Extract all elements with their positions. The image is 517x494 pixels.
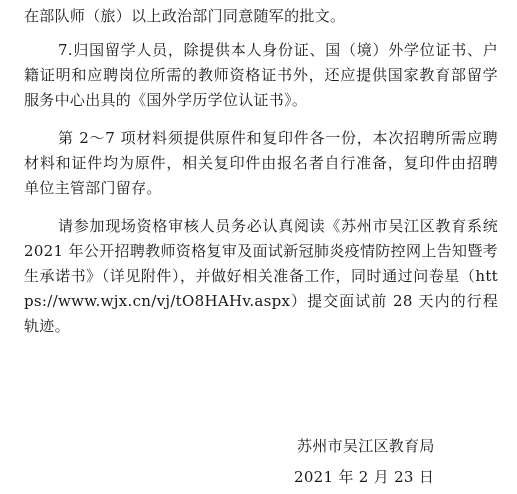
paragraph-materials-originals: 第 2～7 项材料须提供原件和复印件各一份，本次招聘所需应聘材料和证件均为原件，相关复印件由报名者自行准备，复印件由招聘单位主管部门留存。 [24,129,498,197]
signature-date: 2021 年 2 月 23 日 [294,468,435,486]
paragraph-notice-survey: 请参加现场资格审核人员务必认真阅读《苏州市吴江区教育系统 2021 年公开招聘教师资格复审及面试新冠肺炎疫情防控网上告知暨考生承诺书》（详见附件），并做好相关准备工作，同时通过问卷星（https://www.wjx.cn/vj/tO8HAHv.aspx）提交面试前 28 天内的行程轨迹。 [24,217,498,335]
signature-organization: 苏州市吴江区教育局 [297,437,435,455]
paragraph-military-approval: 在部队师（旅）以上政治部门同意随军的批文。 [24,7,346,25]
paragraph-returned-students: 7.归国留学人员，除提供本人身份证、国（境）外学位证书、户籍证明和应聘岗位所需的教师资格证书外，还应提供国家教育部留学服务中心出具的《国外学历学位认证书》。 [24,41,498,109]
